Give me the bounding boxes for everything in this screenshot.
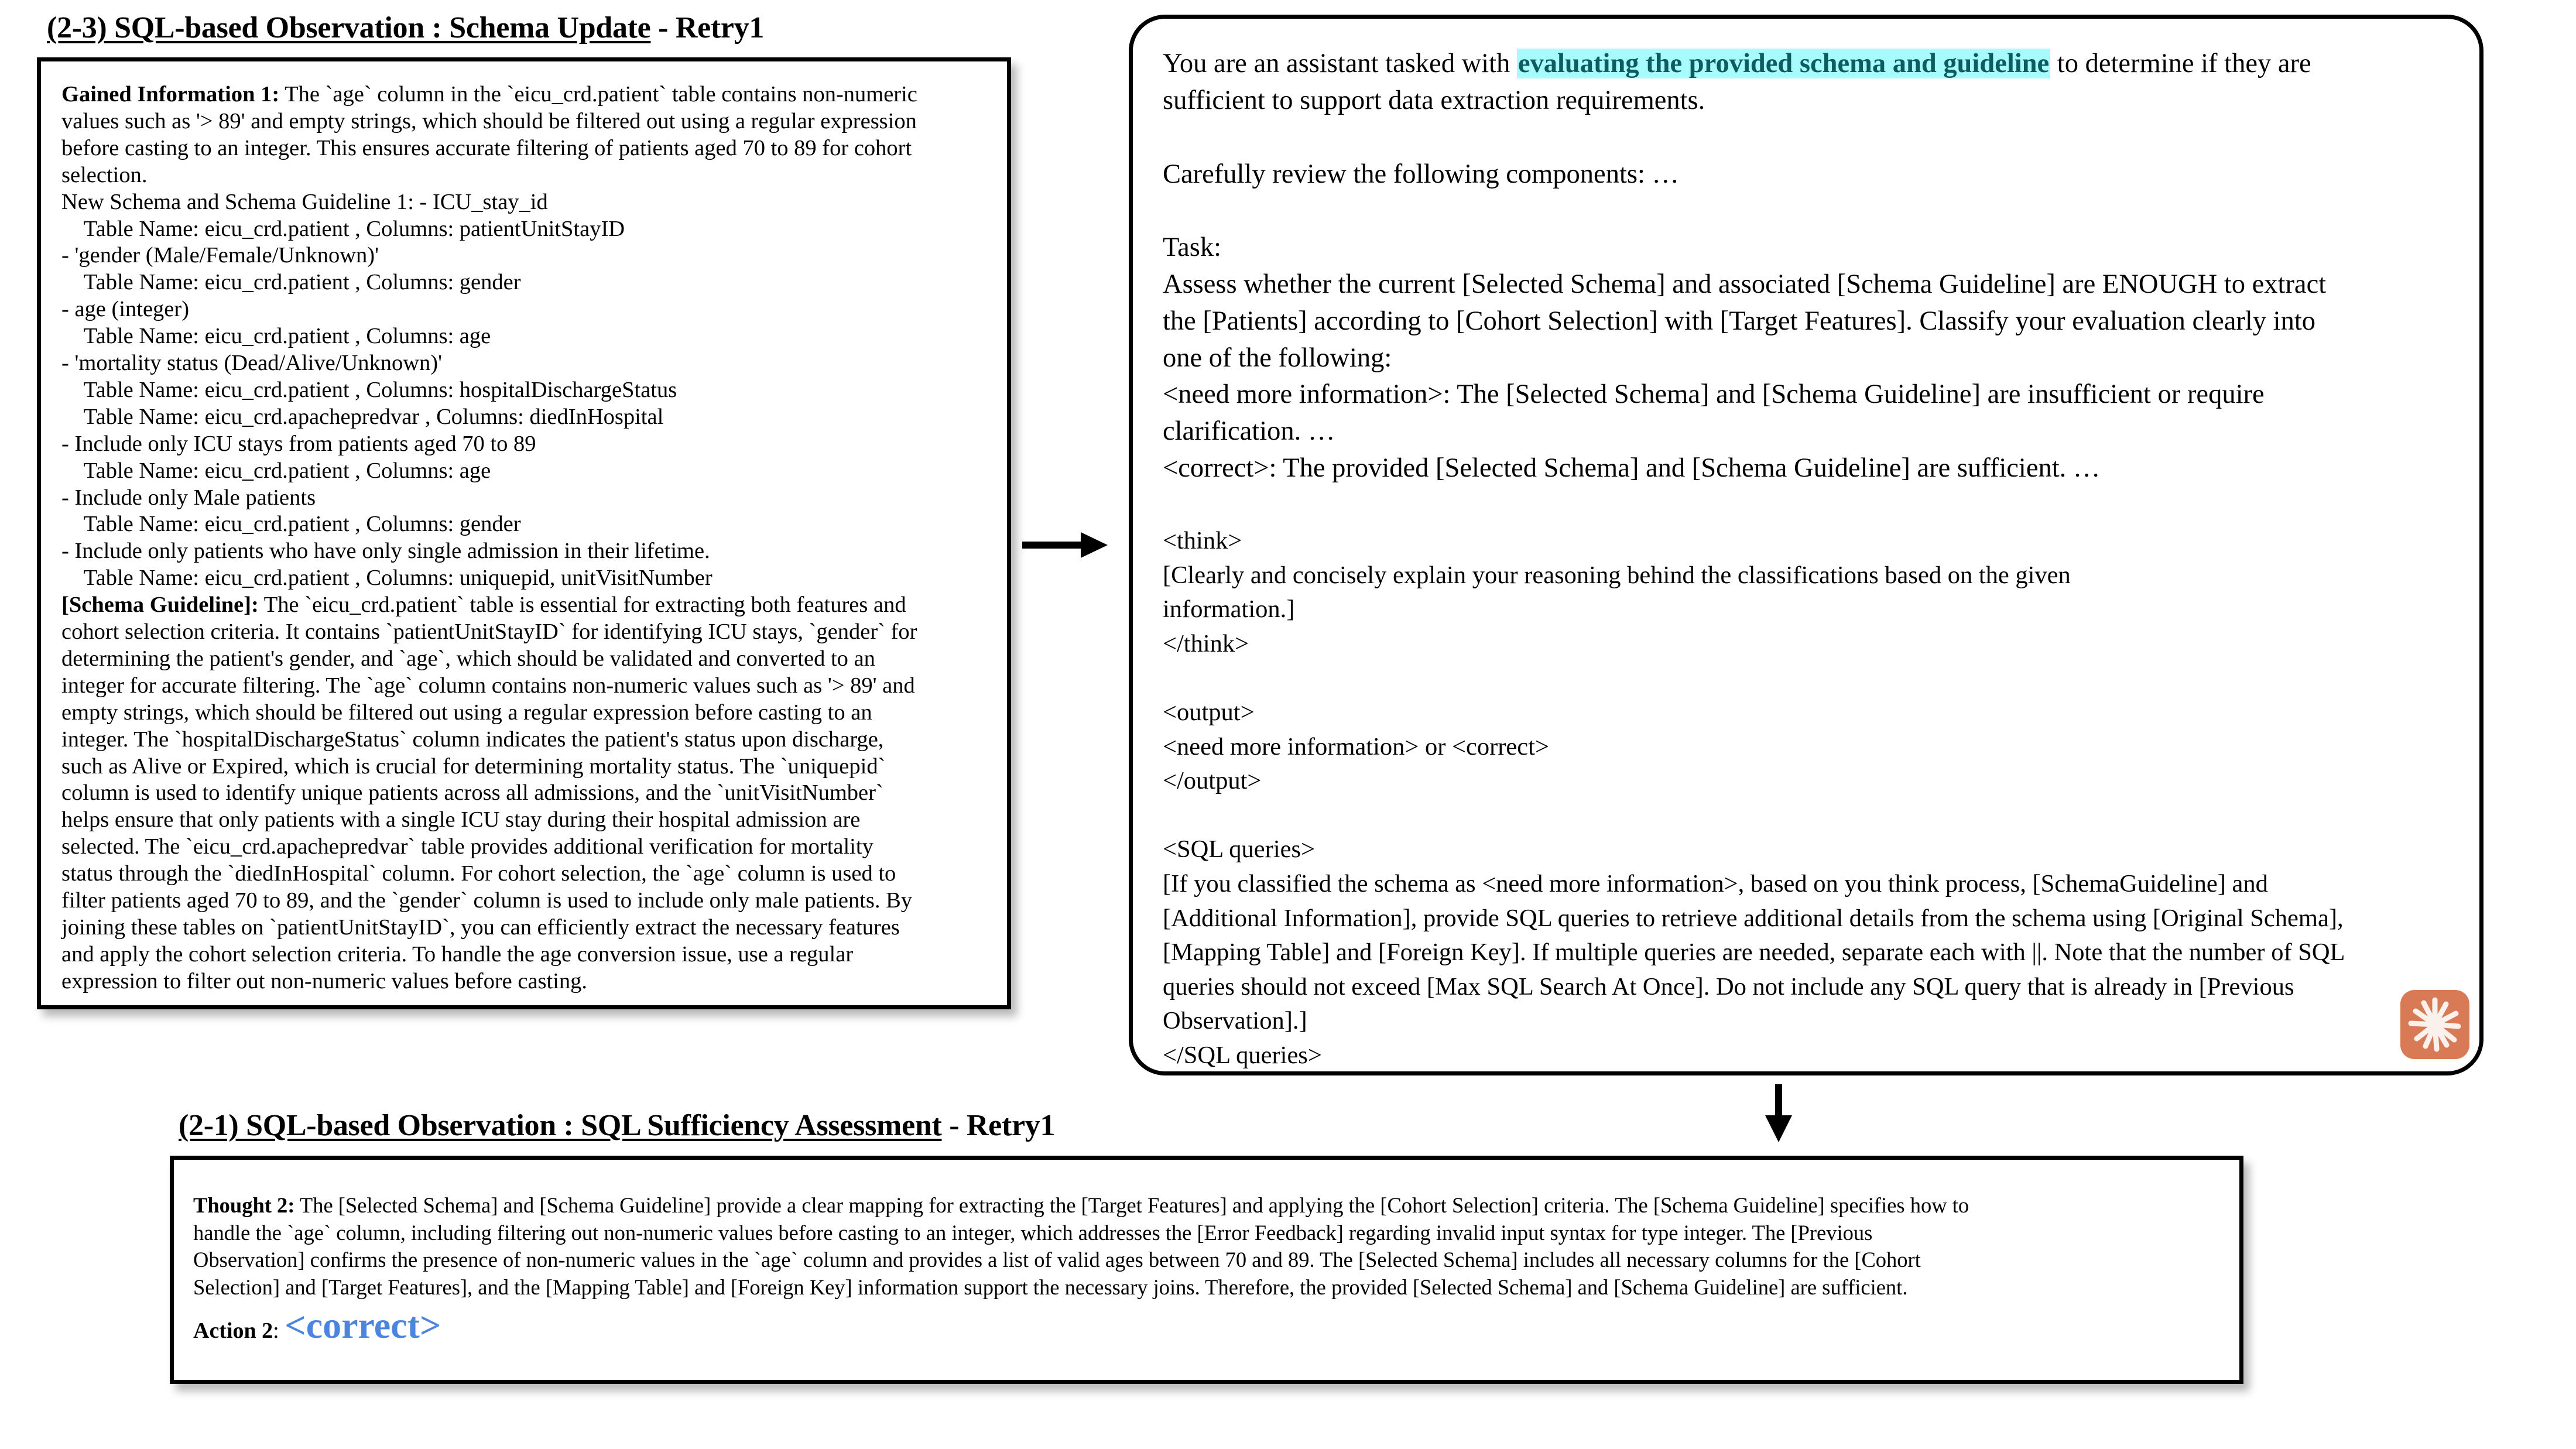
schema-update-line xyxy=(61,968,587,995)
thought-line xyxy=(193,1191,1969,1219)
schema-update-line xyxy=(61,350,442,376)
line-text: - Include only ICU stays from patients aged 70 to 89 xyxy=(61,431,536,456)
line-text: Table Name: eicu_crd.patient , Columns: patientUnitStayID xyxy=(61,216,625,241)
schema-update-title-suffix: - Retry1 xyxy=(650,11,765,44)
assessment-title-main: (2-1) SQL-based Observation : SQL Sufficiency Assessment xyxy=(179,1109,942,1142)
schema-update-line xyxy=(61,672,915,699)
section-label: [Schema Guideline]: xyxy=(61,592,259,618)
prompt-format-line: [Additional Information], provide SQL queries to retrieve additional details from the schema using [Original Schema], xyxy=(1163,904,2344,932)
schema-update-line xyxy=(61,591,906,618)
schema-update-line xyxy=(61,887,912,914)
prompt-highlight: evaluating the provided schema and guideline xyxy=(1517,49,2050,78)
schema-update-line xyxy=(61,403,663,430)
prompt-format-line: queries should not exceed [Max SQL Search At Once]. Do not include any SQL query that is already in [Previous xyxy=(1163,972,2294,1001)
schema-update-line xyxy=(61,242,379,269)
schema-update-line xyxy=(61,806,860,833)
assessment-title-suffix: - Retry1 xyxy=(941,1109,1056,1142)
prompt-line: Carefully review the following components: … xyxy=(1163,159,1680,189)
line-text: New Schema and Schema Guideline 1: - ICU_stay_id xyxy=(61,189,548,214)
prompt-line: Task: xyxy=(1163,232,1222,263)
schema-update-line xyxy=(61,430,536,457)
assessment-panel xyxy=(170,1156,2243,1384)
arrow-right-icon xyxy=(1022,542,1082,549)
line-text: cohort selection criteria. It contains `patientUnitStayID` for identifying ICU stays, `gender` for xyxy=(61,619,917,644)
line-text: selection. xyxy=(61,162,148,187)
line-text: expression to filter out non-numeric values before casting. xyxy=(61,968,588,994)
assessment-action-line xyxy=(193,1305,441,1346)
line-text: Table Name: eicu_crd.patient , Columns: gender xyxy=(61,512,521,537)
prompt-line: clarification. … xyxy=(1163,416,1335,447)
prompt-format-line: Observation].] xyxy=(1163,1007,1307,1035)
schema-update-line xyxy=(61,537,710,564)
schema-update-line xyxy=(61,564,712,591)
thought-line xyxy=(193,1246,1921,1273)
line-text: status through the `diedInHospital` column. For cohort selection, the `age` column is used to xyxy=(61,861,896,886)
line-text: and apply the cohort selection criteria. To handle the age conversion issue, use a regular xyxy=(61,941,854,967)
prompt-format-line: <need more information> or <correct> xyxy=(1163,732,1549,761)
line-text: such as Alive or Expired, which is crucial for determining mortality status. The `uniquepid` xyxy=(61,753,886,779)
prompt-line: sufficient to support data extraction requirements. xyxy=(1163,85,1705,115)
assessment-title xyxy=(179,1108,1055,1143)
prompt-intro-before: You are an assistant tasked with xyxy=(1163,49,1517,78)
prompt-panel xyxy=(1129,15,2483,1075)
schema-update-line xyxy=(61,296,189,323)
prompt-line: one of the following: xyxy=(1163,342,1392,373)
line-text: The `eicu_crd.patient` table is essential for extracting both features and xyxy=(258,592,906,618)
prompt-format-line: [Mapping Table] and [Foreign Key]. If multiple queries are needed, separate each with ||. Note that the number of SQL xyxy=(1163,938,2345,967)
line-text: - Include only Male patients xyxy=(61,485,316,510)
schema-update-line xyxy=(61,860,896,887)
line-text: before casting to an integer. This ensures accurate filtering of patients aged 70 to 89 for cohort xyxy=(61,135,912,160)
prompt-format-line: [If you classified the schema as <need more information>, based on you think process, [SchemaGuideline] and xyxy=(1163,870,2268,898)
schema-update-line xyxy=(61,376,677,403)
thought-text: Selection] and [Target Features], and the [Mapping Table] and [Foreign Key] information support the necessary joins. Therefore, the provided [Selected Schema] and [Schema Guideline] are sufficient. xyxy=(193,1275,1908,1299)
schema-update-title xyxy=(47,11,764,45)
prompt-format-line: <think> xyxy=(1163,527,1242,554)
prompt-format-line: </think> xyxy=(1163,629,1249,657)
thought-text: Observation] confirms the presence of non-numeric values in the `age` column and provides a list of valid ages between 70 and 89. The [Selected Schema] includes all necessary columns for the [Cohort xyxy=(193,1248,1921,1272)
schema-update-line xyxy=(61,215,625,242)
prompt-line: Assess whether the current [Selected Schema] and associated [Schema Guideline] are ENOUGH to extract xyxy=(1163,269,2327,299)
schema-update-line xyxy=(61,833,873,860)
line-text: Table Name: eicu_crd.patient , Columns: age xyxy=(61,458,491,483)
schema-update-line xyxy=(61,753,885,780)
line-text: joining these tables on `patientUnitStayID`, you can efficiently extract the necessary features xyxy=(61,914,900,940)
schema-update-panel xyxy=(37,57,1011,1009)
prompt-intro-line xyxy=(1163,45,2311,82)
schema-update-title-main: (2-3) SQL-based Observation : Schema Update xyxy=(47,11,651,44)
line-text: selected. The `eicu_crd.apachepredvar` table provides additional verification for mortality xyxy=(61,834,873,859)
thought-line xyxy=(193,1273,1907,1301)
action-colon: : xyxy=(273,1318,285,1343)
prompt-format-line: information.] xyxy=(1163,595,1295,624)
line-text: filter patients aged 70 to 89, and the `gender` column is used to include only male patients. By xyxy=(61,888,913,913)
schema-update-line xyxy=(61,484,316,511)
section-label: Gained Information 1: xyxy=(61,82,280,107)
line-text: determining the patient's gender, and `age`, which should be validated and converted to an xyxy=(61,646,875,671)
line-text: - 'mortality status (Dead/Alive/Unknown)' xyxy=(61,351,443,375)
prompt-format-line: [Clearly and concisely explain your reasoning behind the classifications based on the given xyxy=(1163,561,2071,589)
thought-text: The [Selected Schema] and [Schema Guideline] provide a clear mapping for extracting the [Target Features] and applying the [Cohort Selection] criteria. The [Schema Guideline] specifies how to xyxy=(294,1193,1969,1217)
prompt-format-line: </output> xyxy=(1163,767,1262,795)
schema-update-line xyxy=(61,779,883,806)
line-text: Table Name: eicu_crd.patient , Columns: age xyxy=(61,324,491,349)
schema-update-line xyxy=(61,699,872,726)
arrow-down-icon xyxy=(1775,1084,1782,1116)
schema-update-line xyxy=(61,108,917,135)
schema-update-line xyxy=(61,645,875,672)
line-text: - 'gender (Male/Female/Unknown)' xyxy=(61,243,379,268)
line-text: column is used to identify unique patients across all admissions, and the `unitVisitNumber` xyxy=(61,780,883,806)
schema-update-line xyxy=(61,269,521,296)
schema-update-line xyxy=(61,618,917,645)
action-label: Action 2 xyxy=(193,1318,273,1343)
line-text: integer for accurate filtering. The `age` column contains non-numeric values such as '> 89' and xyxy=(61,673,915,698)
thought-line xyxy=(193,1219,1872,1246)
line-text: The `age` column in the `eicu_crd.patient` table contains non-numeric xyxy=(279,82,917,107)
schema-update-line xyxy=(61,457,491,484)
line-text: helps ensure that only patients with a single ICU stay during their hospital admission are xyxy=(61,807,861,833)
line-text: Table Name: eicu_crd.patient , Columns: uniquepid, unitVisitNumber xyxy=(61,566,712,591)
prompt-intro-after: to determine if they are xyxy=(2050,49,2311,78)
action-value: <correct> xyxy=(285,1304,441,1346)
line-text: Table Name: eicu_crd.patient , Columns: hospitalDischargeStatus xyxy=(61,377,677,402)
prompt-line: the [Patients] according to [Cohort Selection] with [Target Features]. Classify your evaluation clearly into xyxy=(1163,306,2316,336)
schema-update-line xyxy=(61,726,883,753)
schema-update-line xyxy=(61,914,900,941)
line-text: Table Name: eicu_crd.patient , Columns: gender xyxy=(61,270,521,295)
schema-update-line xyxy=(61,135,912,162)
line-text: empty strings, which should be filtered out using a regular expression before casting to an xyxy=(61,700,872,725)
schema-update-line xyxy=(61,81,917,108)
schema-update-line xyxy=(61,941,853,968)
schema-update-line xyxy=(61,162,147,189)
prompt-format-line: <SQL queries> xyxy=(1163,835,1316,864)
prompt-line: <need more information>: The [Selected Schema] and [Schema Guideline] are insufficient or require xyxy=(1163,379,2265,410)
schema-update-line xyxy=(61,323,491,350)
line-text: - age (integer) xyxy=(61,297,190,322)
schema-update-line xyxy=(61,189,548,215)
prompt-line: <correct>: The provided [Selected Schema] and [Schema Guideline] are sufficient. … xyxy=(1163,453,2101,483)
line-text: integer. The `hospitalDischargeStatus` column indicates the patient's status upon discharge, xyxy=(61,727,884,752)
line-text: Table Name: eicu_crd.apachepredvar , Columns: diedInHospital xyxy=(61,404,664,429)
line-text: values such as '> 89' and empty strings, which should be filtered out using a regular expression xyxy=(61,108,917,133)
prompt-format-line: <output> xyxy=(1163,698,1255,726)
line-text: - Include only patients who have only single admission in their lifetime. xyxy=(61,539,710,564)
prompt-format-line: </SQL queries> xyxy=(1163,1042,1322,1069)
schema-update-line xyxy=(61,511,521,537)
thought-label: Thought 2: xyxy=(193,1193,295,1217)
sparkle-logo-icon xyxy=(2400,990,2469,1059)
thought-text: handle the `age` column, including filtering out non-numeric values before casting to an integer, which addresses the [Error Feedback] regarding invalid input syntax for type integer. The [Previous xyxy=(193,1220,1873,1245)
